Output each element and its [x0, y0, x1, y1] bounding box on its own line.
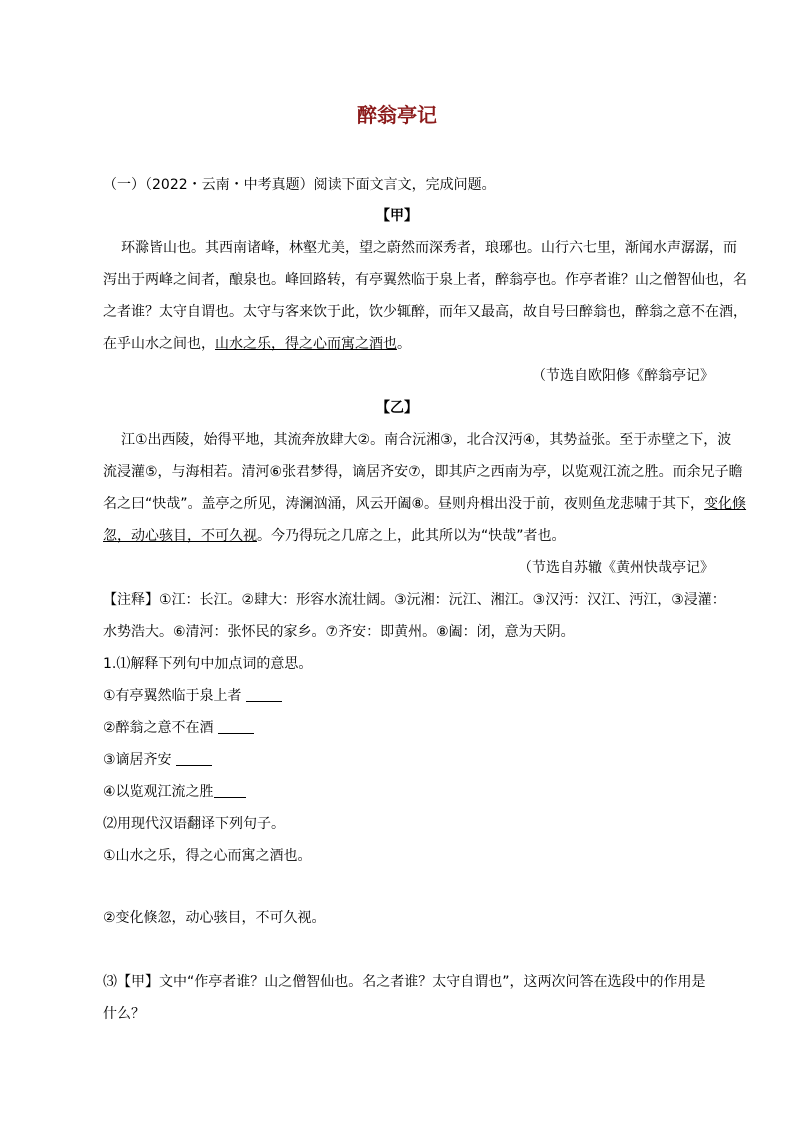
- yi-heading: 【乙】: [376, 400, 418, 416]
- question-1-1: 1.⑴解释下列句中加点词的意思。: [103, 656, 313, 672]
- jia-line-2: 泻出于两峰之间者，酿泉也。峰回路转，有亭翼然临于泉上者，醉翁亭也。作亭者谁？山之僧智仙也，名: [103, 272, 747, 288]
- question-item-3: [103, 750, 723, 770]
- question-item-2: [103, 718, 723, 738]
- answer-blank[interactable]: [176, 751, 212, 766]
- jia-line-4-prefix: 在乎山水之间也，: [103, 336, 215, 352]
- page-title: 醉翁亭记: [357, 103, 437, 127]
- translate-item-1: ①山水之乐，得之心而寓之酒也。: [103, 848, 312, 864]
- jia-underlined-sentence: 山水之乐，得之心而寓之酒也: [215, 336, 397, 352]
- yi-line-2: 流浸灌⑤，与海相若。清河⑥张君梦得，谪居齐安⑦，即其庐之西南为亭，以览观江流之胜。而余兄子瞻: [103, 464, 743, 480]
- question-item-text: ③谪居齐安: [103, 752, 172, 768]
- intro-line: （一）（2022・云南・中考真题）阅读下面文言文，完成问题。: [103, 177, 496, 193]
- yi-line-1: 江①出西陵，始得平地，其流奔放肆大②。南合沅湘③，北合汉沔④，其势益张。至于赤壁之下，波: [121, 432, 732, 448]
- jia-line-1: 环滁皆山也。其西南诸峰，林壑尤美，望之蔚然而深秀者，琅琊也。山行六七里，渐闻水声潺潺，而: [121, 240, 737, 256]
- question-1-2: ⑵用现代汉语翻译下列句子。: [103, 816, 285, 832]
- question-item-1: [103, 686, 723, 706]
- yi-source: （节选自苏辙《黄州快哉亭记》: [518, 560, 714, 576]
- question-item-text: ②醉翁之意不在酒: [103, 720, 214, 736]
- answer-blank[interactable]: [218, 719, 254, 734]
- yi-underlined-start: 变化倏: [704, 496, 747, 512]
- question-1-3-line-2: 什么？: [103, 1006, 145, 1022]
- yi-line-4: [103, 526, 723, 546]
- question-item-text: ④以览观江流之胜: [103, 784, 214, 800]
- jia-source: （节选自欧阳修《醉翁亭记》: [532, 368, 714, 384]
- jia-line-3: 之者谁？太守自谓也。太守与客来饮于此，饮少辄醉，而年又最高，故自号曰醉翁也，醉翁之意不在酒，: [103, 304, 747, 320]
- notes-line-2: 水势浩大。⑥清河：张怀民的家乡。⑦齐安：即黄州。⑧阖：闭，意为天阴。: [103, 624, 575, 640]
- jia-line-4: [103, 334, 723, 354]
- yi-line-4-suffix: 。今乃得玩之几席之上，此其所以为“快哉”者也。: [257, 528, 566, 544]
- answer-blank[interactable]: [214, 783, 246, 798]
- question-item-4: [103, 782, 723, 802]
- yi-line-3-prefix: 名之曰“快哉”。盖亭之所见，涛澜汹涌，风云开阖⑧。昼则舟楫出没于前，夜则鱼龙悲啸于其下，: [103, 496, 705, 512]
- question-1-3-line-1: ⑶【甲】文中“作亭者谁？山之僧智仙也。名之者谁？太守自谓也”，这两次问答在选段中的作用是: [103, 974, 706, 990]
- translate-item-2: ②变化倏忽，动心骇目，不可久视。: [103, 910, 326, 926]
- jia-line-4-suffix: 。: [397, 336, 411, 352]
- notes-line-1: 【注释】①江：长江。②肆大：形容水流壮阔。③沅湘：沅江、湘江。③汉沔：汉江、沔江，③浸灌：: [103, 592, 726, 608]
- answer-blank[interactable]: [246, 687, 282, 702]
- jia-heading: 【甲】: [376, 208, 418, 224]
- yi-underlined-end: 忽，动心骇目，不可久视: [103, 528, 257, 544]
- yi-line-3: [103, 494, 747, 514]
- question-item-text: ①有亭翼然临于泉上者: [103, 688, 242, 704]
